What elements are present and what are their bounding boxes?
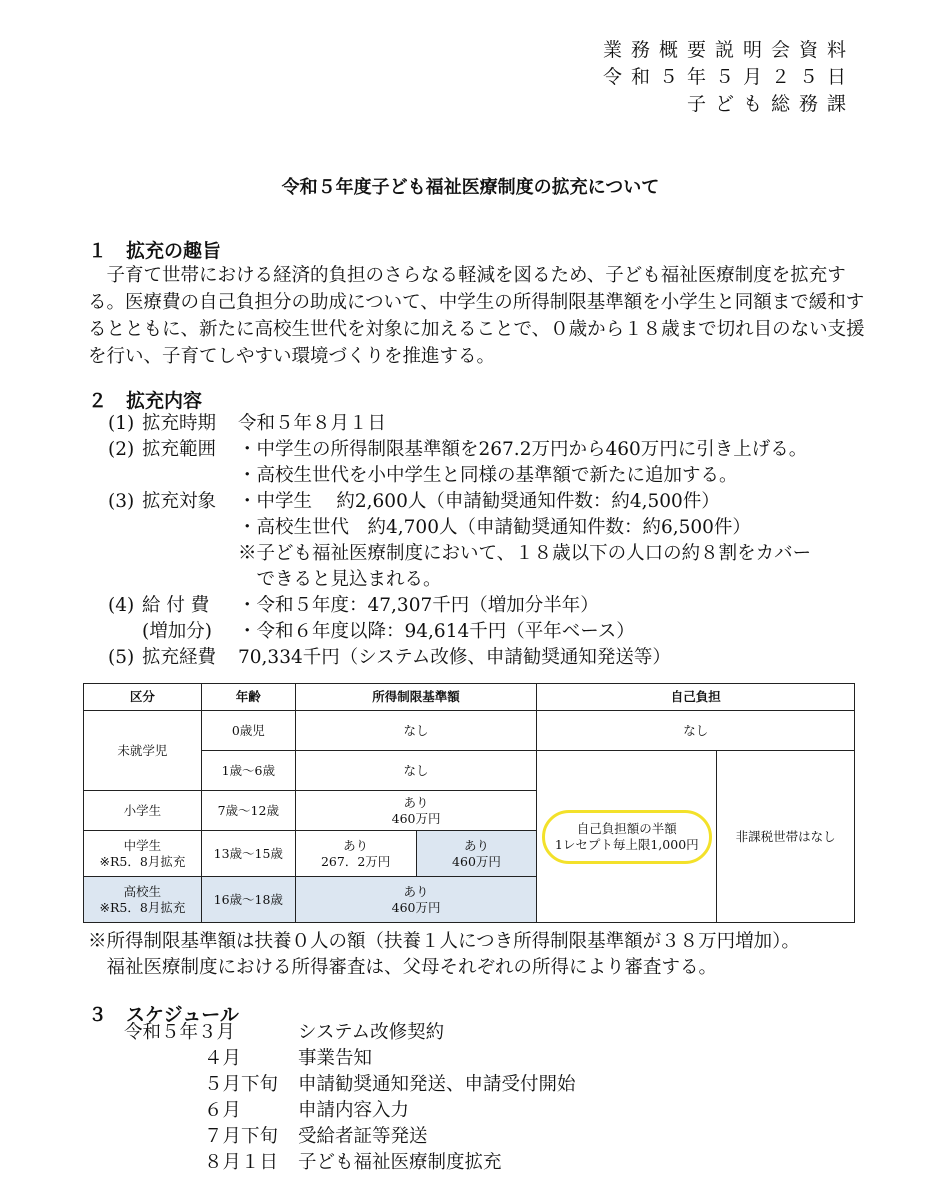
note-line2: 福祉医療制度における所得審査は、父母それぞれの所得により審査する。 <box>88 957 718 978</box>
item-text: ・中学生 約2,600人（申請勧奨通知件数：約4,500件） <box>238 491 720 512</box>
cell-line: あり <box>403 794 429 810</box>
item-label: 拡充対象 <box>142 491 217 512</box>
table-cell <box>84 831 202 877</box>
item-number: (1) <box>108 413 135 434</box>
schedule-date: ８月１日 <box>204 1152 279 1173</box>
cell-line: 460万円 <box>391 899 441 915</box>
table-cell: 16歳～18歳 <box>201 877 295 923</box>
table-cell: 7歳～12歳 <box>201 791 295 831</box>
item-text: できると見込まれる。 <box>238 569 442 590</box>
item-label: (増加分) <box>142 621 212 642</box>
item-label: 拡充経費 <box>142 647 217 668</box>
schedule-date: ７月下旬 <box>204 1126 279 1147</box>
doc-header-department: 子ども総務課 <box>686 93 855 115</box>
item-text: 70,334千円（システム改修、申請勧奨通知発送等） <box>238 647 671 668</box>
schedule-text: 子ども福祉医療制度拡充 <box>298 1152 502 1173</box>
cell-line: 高校生 <box>123 883 162 899</box>
table-cell: なし <box>295 711 537 751</box>
item-label: 拡充範囲 <box>142 439 217 460</box>
table-cell: 0歳児 <box>201 711 295 751</box>
table-header-cell: 年齢 <box>201 684 295 711</box>
cell-line: あり <box>343 837 369 853</box>
section1-paragraph: 子育て世帯における経済的負担のさらなる軽減を図るため、子ども福祉医療制度を拡充する。医療費の自己負担分の助成について、中学生の所得制限基準額を小学生と同額まで緩和するとともに、新たに高校生世代を対象に加えることで、０歳から１８歳まで切れ目のない支援を行い、子育てしやすい環境づくりを推進する。 <box>88 265 865 367</box>
table-header-cell: 所得制限基準額 <box>295 684 537 711</box>
table-cell <box>84 877 202 923</box>
item-text: ・令和６年度以降：94,614千円（平年ベース） <box>238 621 635 642</box>
table-cell: 未就学児 <box>84 711 202 791</box>
copay-line1: 自己負担額の半額 <box>576 820 677 836</box>
table-row <box>84 711 855 751</box>
schedule-row <box>124 1020 624 1046</box>
table-cell: 13歳～15歳 <box>201 831 295 877</box>
item-number: (3) <box>108 491 135 512</box>
highlight-circle <box>542 810 712 864</box>
schedule-text: 申請勧奨通知発送、申請受付開始 <box>298 1074 576 1095</box>
section2-heading: ２ 拡充内容 <box>88 390 203 412</box>
section1-heading: １ 拡充の趣旨 <box>88 240 222 262</box>
table-cell <box>295 877 537 923</box>
item-text: 令和５年８月１日 <box>238 413 387 434</box>
table-cell: 小学生 <box>84 791 202 831</box>
table-cell: 非課税世帯はなし <box>717 751 855 923</box>
schedule-text: 受給者証等発送 <box>298 1126 428 1147</box>
table-cell: 1歳～6歳 <box>201 751 295 791</box>
schedule-row <box>124 1124 624 1150</box>
table-header-row <box>84 684 855 711</box>
section3-heading: ３ スケジュール <box>88 1004 239 1026</box>
cell-line: 460万円 <box>391 810 441 826</box>
copay-line2: 1レセプト毎上限1,000円 <box>554 836 699 852</box>
table-header-cell: 区分 <box>84 684 202 711</box>
item-text: ・高校生世代を小中学生と同様の基準額で新たに追加する。 <box>238 465 738 486</box>
cell-line: 460万円 <box>452 853 501 869</box>
cell-line: ※R5．8月拡充 <box>99 899 186 915</box>
schedule-text: 事業告知 <box>298 1048 373 1069</box>
cell-line: 中学生 <box>123 837 162 853</box>
eligibility-table <box>83 683 855 923</box>
table-cell <box>416 831 537 877</box>
item-number: (2) <box>108 439 135 460</box>
table-cell <box>295 791 537 831</box>
item-number: (4) <box>108 595 135 616</box>
item-label: 拡充時期 <box>142 413 217 434</box>
item-text: ※子ども福祉医療制度において、１８歳以下の人口の約８割をカバー <box>238 543 812 564</box>
table-cell: なし <box>295 751 537 791</box>
table-cell: なし <box>537 711 855 751</box>
schedule-row <box>124 1150 624 1176</box>
schedule-date: 令和５年３月 <box>124 1022 236 1043</box>
schedule-row <box>124 1072 624 1098</box>
item-text: ・令和５年度：47,307千円（増加分半年） <box>238 595 599 616</box>
schedule-row <box>124 1046 624 1072</box>
cell-line: あり <box>403 883 429 899</box>
note-line1: ※所得制限基準額は扶養０人の額（扶養１人につき所得制限基準額が３８万円増加）。 <box>88 931 800 952</box>
schedule-text: システム改修契約 <box>298 1022 445 1043</box>
table-cell <box>295 831 416 877</box>
schedule-date: ６月 <box>204 1100 242 1121</box>
document-title: 令和５年度子ども福祉医療制度の拡充について <box>281 177 660 198</box>
table-header-cell: 自己負担 <box>537 684 855 711</box>
item-label: 給 付 費 <box>142 595 210 616</box>
schedule-row <box>124 1098 624 1124</box>
doc-header-meeting: 業務概要説明会資料 <box>602 39 855 61</box>
item-text: ・中学生の所得制限基準額を267.2万円から460万円に引き上げる。 <box>238 439 808 460</box>
cell-line: 267．2万円 <box>320 853 391 869</box>
schedule-date: ４月 <box>204 1048 242 1069</box>
cell-line: ※R5．8月拡充 <box>99 853 186 869</box>
table-cell <box>537 751 717 923</box>
cell-line: あり <box>463 837 489 853</box>
item-number: (5) <box>108 647 135 668</box>
item-text: ・高校生世代 約4,700人（申請勧奨通知件数：約6,500件） <box>238 517 751 538</box>
doc-header-date: 令和５年５月２５日 <box>602 66 855 88</box>
schedule-list <box>124 1020 624 1176</box>
schedule-text: 申請内容入力 <box>298 1100 410 1121</box>
schedule-date: ５月下旬 <box>204 1074 279 1095</box>
